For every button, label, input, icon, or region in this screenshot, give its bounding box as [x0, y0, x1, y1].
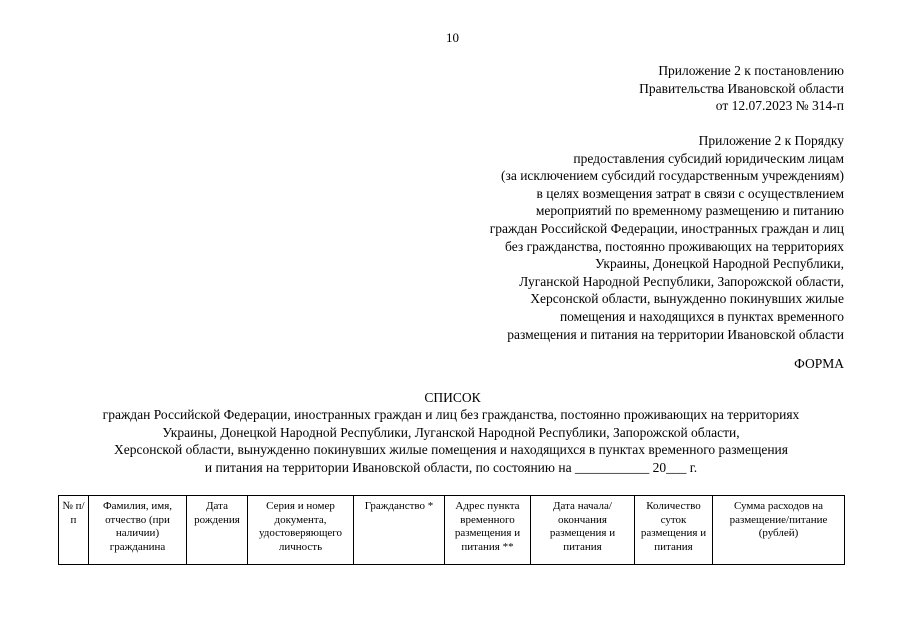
appendix-order-line: без гражданства, постоянно проживающих на территориях — [505, 238, 844, 254]
appendix-order-line: граждан Российской Федерации, иностранных граждан и лиц — [489, 220, 844, 236]
list-title: СПИСОК — [424, 390, 481, 405]
list-subtitle-line: граждан Российской Федерации, иностранных граждан и лиц без гражданства, постоянно проживающих на территориях — [102, 407, 800, 422]
appendix-order-line: Луганской Народной Республики, Запорожской области, — [519, 273, 844, 289]
list-subtitle-line: и питания на территории Ивановской области, по состоянию на ___________ 20___ г. — [204, 459, 698, 475]
appendix-resolution-line: Приложение 2 к постановлению — [658, 63, 844, 78]
column-header-birth-date: Дата рождения — [187, 496, 248, 565]
form-label: ФОРМА — [794, 356, 844, 371]
appendix-order-line: Украины, Донецкой Народной Республики, — [595, 256, 844, 272]
list-subtitle — [56, 406, 846, 476]
appendix-order-line: Приложение 2 к Порядку — [698, 133, 844, 148]
appendix-order-line: (за исключением субсидий государственным учреждениям) — [501, 168, 844, 184]
form-table — [58, 495, 845, 565]
appendix-order-line: в целях возмещения затрат в связи с осуществлением — [536, 185, 844, 201]
column-header-days-count: Количество суток размещения и питания — [635, 496, 713, 565]
column-header-number: № п/п — [59, 496, 89, 565]
appendix-order-line: предоставления субсидий юридическим лицам — [573, 150, 844, 166]
appendix-order-line: Херсонской области, вынужденно покинувших жилые — [530, 291, 844, 307]
appendix-resolution-line: от 12.07.2023 № 314-п — [715, 98, 844, 114]
column-header-full-name: Фамилия, имя, отчество (при наличии) гражданина — [89, 496, 187, 565]
page-number: 10 — [446, 30, 459, 45]
column-header-citizenship: Гражданство * — [354, 496, 445, 565]
list-subtitle-line: Украины, Донецкой Народной Республики, Луганской Народной Республики, Запорожской области, — [162, 424, 740, 440]
list-subtitle-line: Херсонской области, вынужденно покинувших жилые помещения и находящихся в пунктах временного размещения — [113, 442, 788, 458]
appendix-order-block — [490, 132, 844, 343]
appendix-order-line: мероприятий по временному размещению и питанию — [535, 203, 844, 219]
column-header-expense-sum: Сумма расходов на размещение/питание (рублей) — [713, 496, 845, 565]
appendix-resolution-block — [639, 62, 844, 115]
table-header-row — [59, 496, 845, 565]
appendix-order-line: размещения и питания на территории Ивановской области — [507, 326, 844, 342]
appendix-order-line: помещения и находящихся в пунктах временного — [559, 308, 844, 324]
column-header-id-document: Серия и номер документа, удостоверяющего личность — [248, 496, 354, 565]
appendix-resolution-line: Правительства Ивановской области — [639, 80, 844, 96]
column-header-address: Адрес пункта временного размещения и питания ** — [445, 496, 531, 565]
column-header-dates: Дата начала/окончания размещения и питания — [531, 496, 635, 565]
